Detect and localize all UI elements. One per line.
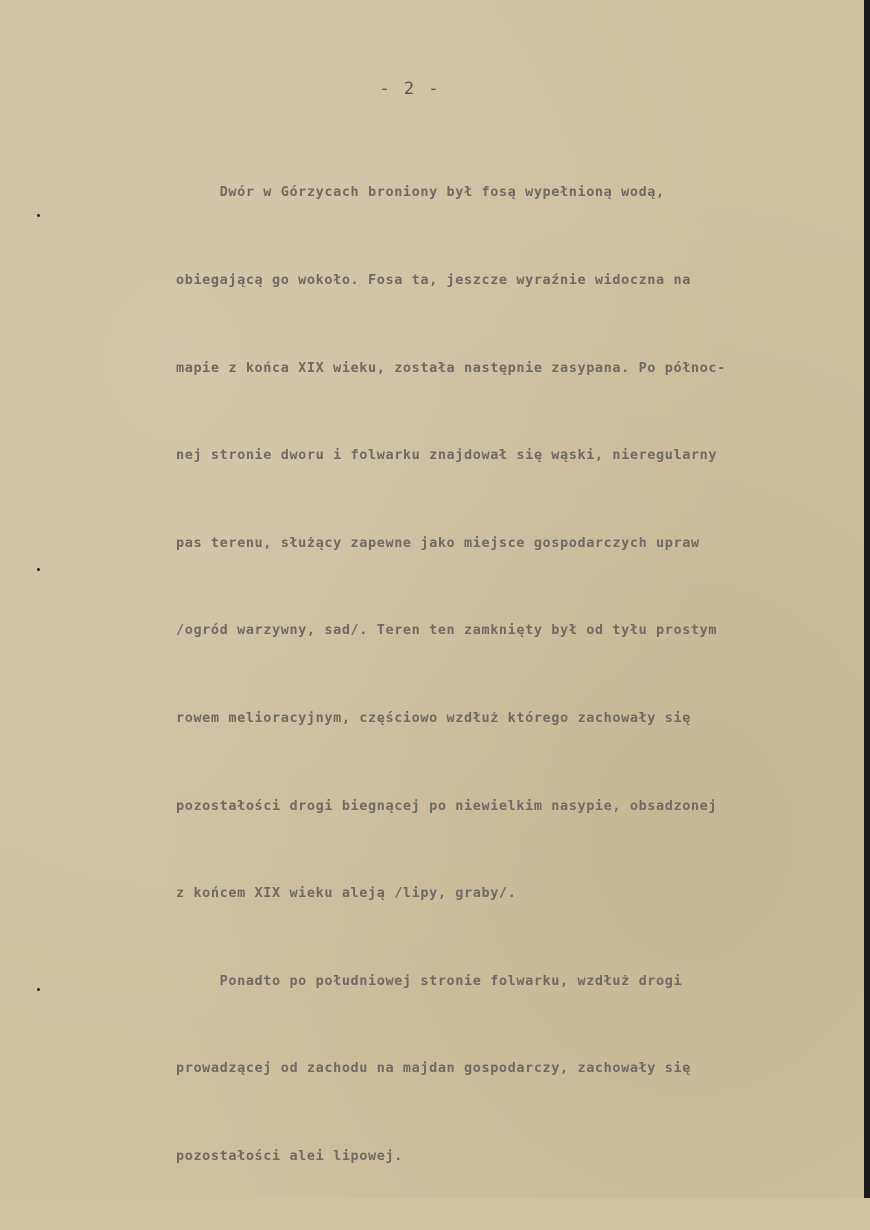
margin-mark — [37, 214, 40, 217]
text-line: Dwór w Górzycach broniony był fosą wypełnioną wodą, — [176, 184, 665, 201]
text-line: z końcem XIX wieku aleją /lipy, graby/. — [176, 885, 517, 902]
margin-mark — [37, 988, 40, 991]
text-line: Ponadto po południowej stronie folwarku, wzdłuż drogi — [176, 972, 683, 989]
body-text — [176, 120, 826, 1230]
text-line: nej stronie dworu i folwarku znajdował się wąski, nieregularny — [176, 447, 718, 464]
text-line: rowem melioracyjnym, częściowo wzdłuż którego zachowały się — [176, 709, 691, 726]
text-line: pozostałości alei lipowej. — [176, 1147, 403, 1164]
margin-mark — [37, 568, 40, 571]
text-line: mapie z końca XIX wieku, została następnie zasypana. Po północ- — [176, 359, 726, 376]
text-line: /ogród warzywny, sad/. Teren ten zamknięty był od tyłu prostym — [176, 622, 718, 639]
text-line: obiegającą go wokoło. Fosa ta, jeszcze wyraźnie widoczna na — [176, 272, 691, 288]
page-number: - 2 - — [379, 79, 441, 99]
text-line: pas terenu, służący zapewne jako miejsce gospodarczych upraw — [176, 534, 700, 551]
text-line: prowadzącej od zachodu na majdan gospodarczy, zachowały się — [176, 1060, 691, 1077]
text-line: pozostałości drogi biegnącej po niewielkim nasypie, obsadzonej — [176, 797, 718, 814]
